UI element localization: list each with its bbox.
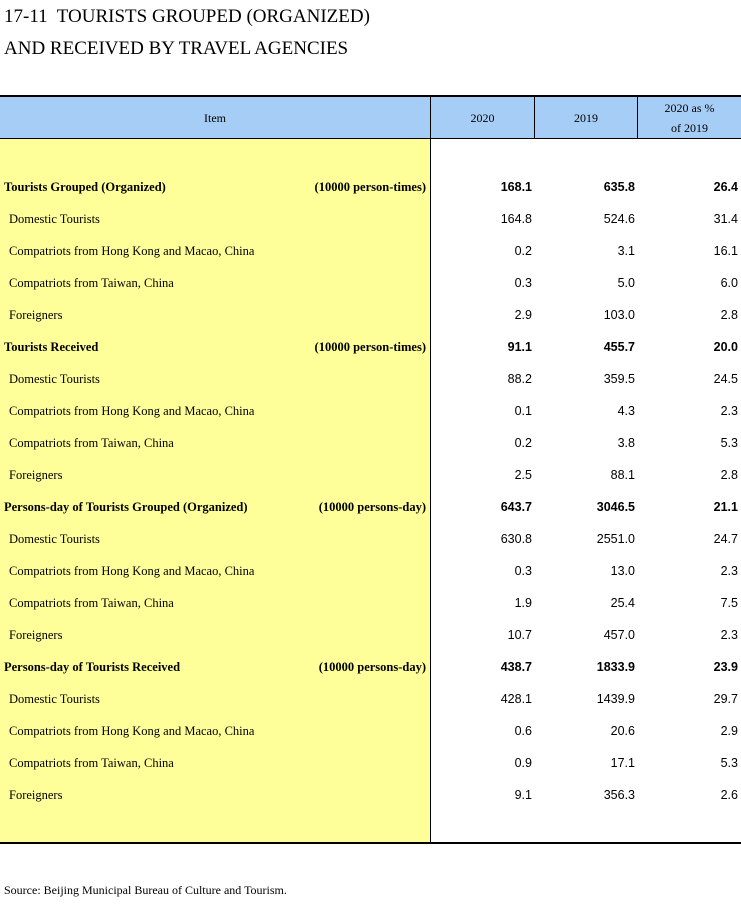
value-2019: 103.0 xyxy=(603,308,635,322)
row-label: Foreigners xyxy=(9,788,63,802)
source-note: Source: Beijing Municipal Bureau of Culture and Tourism. xyxy=(4,883,287,897)
value-percent: 24.7 xyxy=(713,532,738,546)
group-row xyxy=(0,491,741,523)
value-percent: 2.3 xyxy=(720,564,738,578)
header-2020: 2020 xyxy=(431,97,535,139)
value-2019: 3.8 xyxy=(617,436,635,450)
table-header xyxy=(0,95,741,139)
value-percent: 2.9 xyxy=(720,724,738,738)
table-row xyxy=(0,747,741,779)
group-label: Persons-day of Tourists Received xyxy=(4,660,181,674)
row-label: Compatriots from Taiwan, China xyxy=(9,276,174,290)
group-label: Tourists Grouped (Organized) xyxy=(4,180,166,194)
value-percent: 26.4 xyxy=(713,180,738,194)
row-label: Domestic Tourists xyxy=(9,532,100,546)
value-2019: 17.1 xyxy=(610,756,635,770)
value-2020: 164.8 xyxy=(500,212,532,226)
value-percent: 2.8 xyxy=(720,308,738,322)
value-2020: 2.9 xyxy=(514,308,532,322)
value-2019: 3.1 xyxy=(617,244,635,258)
value-percent: 21.1 xyxy=(713,500,738,514)
value-2020: 168.1 xyxy=(500,180,532,194)
table-row xyxy=(0,459,741,491)
value-2019: 524.6 xyxy=(603,212,635,226)
value-2020: 428.1 xyxy=(500,692,532,706)
group-row xyxy=(0,331,741,363)
value-2019: 25.4 xyxy=(610,596,635,610)
value-percent: 2.3 xyxy=(720,628,738,642)
group-unit: (10000 person-times) xyxy=(314,340,426,354)
table-row xyxy=(0,523,741,555)
value-2019: 88.1 xyxy=(610,468,635,482)
table-row xyxy=(0,779,741,811)
header-percent-line2: of 2019 xyxy=(671,121,708,135)
group-unit: (10000 persons-day) xyxy=(318,660,426,674)
value-percent: 5.3 xyxy=(720,756,738,770)
table-row xyxy=(0,395,741,427)
row-label: Domestic Tourists xyxy=(9,692,100,706)
value-2019: 4.3 xyxy=(617,404,635,418)
value-2020: 88.2 xyxy=(507,372,532,386)
value-2019: 457.0 xyxy=(603,628,635,642)
table-title-line1: 17-11 TOURISTS GROUPED (ORGANIZED) xyxy=(4,6,370,27)
value-2020: 0.2 xyxy=(514,244,532,258)
value-percent: 6.0 xyxy=(720,276,738,290)
group-label: Tourists Received xyxy=(4,340,99,354)
header-2019: 2019 xyxy=(535,97,638,139)
group-unit: (10000 person-times) xyxy=(314,180,426,194)
table-title-line2: AND RECEIVED BY TRAVEL AGENCIES xyxy=(4,38,349,59)
value-2019: 1439.9 xyxy=(596,692,635,706)
value-2019: 356.3 xyxy=(603,788,635,802)
value-2020: 0.9 xyxy=(514,756,532,770)
row-label: Compatriots from Taiwan, China xyxy=(9,436,174,450)
value-2020: 0.3 xyxy=(514,276,532,290)
value-percent: 2.8 xyxy=(720,468,738,482)
value-2020: 438.7 xyxy=(500,660,532,674)
value-percent: 31.4 xyxy=(713,212,738,226)
value-percent: 23.9 xyxy=(713,660,738,674)
value-2020: 0.1 xyxy=(514,404,532,418)
value-2019: 2551.0 xyxy=(596,532,635,546)
table-row xyxy=(0,427,741,459)
value-2020: 91.1 xyxy=(507,340,532,354)
table-bottom-rule xyxy=(0,842,741,844)
value-2019: 13.0 xyxy=(610,564,635,578)
table-row xyxy=(0,267,741,299)
value-2019: 455.7 xyxy=(603,340,635,354)
header-percent-line1: 2020 as % xyxy=(664,101,715,115)
value-2020: 1.9 xyxy=(514,596,532,610)
row-label: Compatriots from Hong Kong and Macao, China xyxy=(9,724,255,738)
value-percent: 20.0 xyxy=(713,340,738,354)
row-label: Compatriots from Hong Kong and Macao, China xyxy=(9,404,255,418)
group-row xyxy=(0,651,741,683)
value-percent: 24.5 xyxy=(713,372,738,386)
table-row xyxy=(0,683,741,715)
header-item: Item xyxy=(0,97,431,139)
table-row xyxy=(0,363,741,395)
table-row xyxy=(0,587,741,619)
value-percent: 29.7 xyxy=(713,692,738,706)
value-percent: 16.1 xyxy=(713,244,738,258)
row-label: Compatriots from Hong Kong and Macao, China xyxy=(9,564,255,578)
group-label: Persons-day of Tourists Grouped (Organized) xyxy=(4,500,248,514)
value-2020: 9.1 xyxy=(514,788,532,802)
value-2020: 643.7 xyxy=(500,500,532,514)
row-label: Foreigners xyxy=(9,308,63,322)
value-2020: 0.6 xyxy=(514,724,532,738)
value-2019: 3046.5 xyxy=(596,500,635,514)
value-2020: 0.3 xyxy=(514,564,532,578)
table-row xyxy=(0,299,741,331)
row-label: Compatriots from Taiwan, China xyxy=(9,596,174,610)
value-percent: 2.3 xyxy=(720,404,738,418)
table-row xyxy=(0,619,741,651)
table-row xyxy=(0,715,741,747)
value-percent: 2.6 xyxy=(720,788,738,802)
value-2020: 2.5 xyxy=(514,468,532,482)
row-label: Domestic Tourists xyxy=(9,212,100,226)
header-percent xyxy=(638,97,741,139)
value-2019: 20.6 xyxy=(610,724,635,738)
value-percent: 5.3 xyxy=(720,436,738,450)
row-label: Foreigners xyxy=(9,628,63,642)
row-label: Compatriots from Taiwan, China xyxy=(9,756,174,770)
group-unit: (10000 persons-day) xyxy=(318,500,426,514)
row-label: Foreigners xyxy=(9,468,63,482)
value-2019: 359.5 xyxy=(603,372,635,386)
table-row xyxy=(0,235,741,267)
group-row xyxy=(0,171,741,203)
table-row xyxy=(0,203,741,235)
value-percent: 7.5 xyxy=(720,596,738,610)
value-2019: 5.0 xyxy=(617,276,635,290)
table-row xyxy=(0,555,741,587)
value-2020: 10.7 xyxy=(507,628,532,642)
row-label: Domestic Tourists xyxy=(9,372,100,386)
value-2020: 0.2 xyxy=(514,436,532,450)
row-label: Compatriots from Hong Kong and Macao, China xyxy=(9,244,255,258)
value-2020: 630.8 xyxy=(500,532,532,546)
value-2019: 1833.9 xyxy=(596,660,635,674)
value-2019: 635.8 xyxy=(603,180,635,194)
